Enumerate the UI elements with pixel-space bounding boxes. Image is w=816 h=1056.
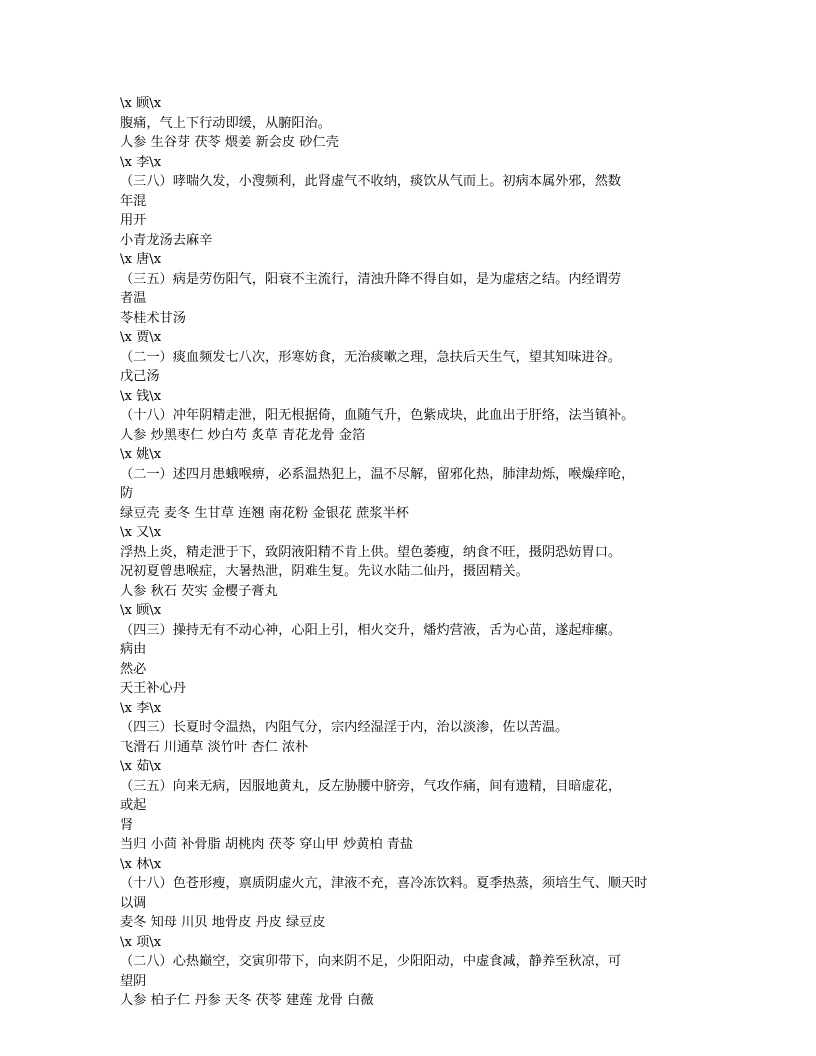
text-line: 望阴 — [120, 973, 147, 989]
text-line: 以调 — [120, 895, 147, 911]
document-text — [120, 94, 680, 1011]
text-line: （二八）心热巅空，交寅卯带下，向来阴不足，少阳阳动，中虚食减，静养至秋凉，可 — [120, 954, 622, 969]
text-line: \x 林\x — [120, 856, 162, 872]
text-line: 飞滑石 川通草 淡竹叶 杏仁 浓朴 — [120, 739, 309, 755]
text-line: 戊己汤 — [120, 369, 160, 384]
text-line: \x 李\x — [120, 700, 162, 716]
text-line: 苓桂术甘汤 — [120, 310, 186, 326]
text-line: （四三）长夏时令温热，内阻气分，宗内经湿淫于内，治以淡渗，佐以苦温。 — [120, 720, 569, 735]
text-line: 人参 生谷芽 茯苓 煨姜 新会皮 砂仁壳 — [120, 135, 339, 150]
text-line: \x 姚\x — [120, 447, 162, 462]
text-line: \x 贾\x — [120, 330, 162, 345]
text-line: \x 顾\x — [120, 96, 162, 111]
text-line: 小青龙汤去麻辛 — [120, 232, 213, 248]
text-line: （十八）色苍形瘦，禀质阴虚火亢，津液不充，喜冷冻饮料。夏季热蒸，须培生气、顺天时 — [120, 876, 648, 891]
text-line: \x 又\x — [120, 525, 162, 540]
text-line: \x 顾\x — [120, 603, 162, 618]
text-line: （十八）冲年阴精走泄，阳无根据倚，血随气升，色紫成块，此血出于肝络，法当镇补。 — [120, 408, 635, 423]
text-line: \x 项\x — [120, 934, 162, 950]
text-line: 况初夏曾患喉症，大暑热泄，阴难生复。先议水陆二仙丹，摄固精关。 — [120, 564, 529, 579]
text-line: （二一）痰血频发七八次，形寒妨食，无治痰嗽之理，急扶后天生气，望其知味进谷。 — [120, 349, 622, 365]
text-line: 人参 炒黑枣仁 炒白芍 炙草 青花龙骨 金箔 — [120, 427, 366, 443]
text-line: （三八）哮喘久发，小溲频利，此肾虚气不收纳，痰饮从气而上。初病本属外邪，然数 — [120, 174, 622, 189]
text-line: （二一）述四月患蛾喉痹，必系温热犯上，温不尽解，留邪化热，肺津劫烁，喉燥痒呛， — [120, 466, 635, 482]
text-line: 浮热上炎，精走泄于下，致阴液阳精不肯上供。望色萎瘦，纳食不旺，摄阴恐妨胃口。 — [120, 544, 622, 560]
text-line: 肾 — [120, 817, 134, 833]
text-line: \x 茹\x — [120, 759, 162, 774]
text-line: 当归 小茴 补骨脂 胡桃肉 茯苓 穿山甲 炒黄柏 青盐 — [120, 837, 414, 852]
text-line: （三五）向来无病，因服地黄丸，反左胁腰中脐旁，气攻作痛，间有遗精，目暗虚花， — [120, 778, 622, 794]
text-line: 者温 — [120, 291, 147, 306]
text-line: 或起 — [120, 798, 147, 813]
text-line: 年混 — [120, 193, 147, 209]
text-line: 然必 — [120, 661, 147, 677]
text-line: 天王补心丹 — [120, 681, 186, 696]
text-line: \x 钱\x — [120, 388, 162, 404]
text-line: 人参 秋石 芡实 金樱子膏丸 — [120, 583, 278, 599]
text-line: 病由 — [120, 642, 147, 657]
text-line: 绿豆壳 麦冬 生甘草 连翘 南花粉 金银花 蔗浆半杯 — [120, 505, 409, 521]
text-line: 人参 柏子仁 丹参 天冬 茯苓 建莲 龙骨 白薇 — [120, 993, 374, 1008]
text-line: 防 — [120, 486, 134, 501]
text-line: 用开 — [120, 213, 147, 228]
text-line: \x 唐\x — [120, 252, 162, 267]
text-line: 麦冬 知母 川贝 地骨皮 丹皮 绿豆皮 — [120, 915, 326, 930]
text-line: （四三）操持无有不动心神，心阳上引，相火交升，燔灼营液，舌为心苗，遂起痱瘰。 — [120, 622, 622, 638]
text-line: \x 李\x — [120, 154, 162, 170]
text-line: 腹痛，气上下行动即缓，从腑阳治。 — [120, 115, 331, 131]
text-line: （三五）病是劳伤阳气，阳衰不主流行，清浊升降不得自如，是为虚痞之结。内经谓劳 — [120, 271, 622, 287]
